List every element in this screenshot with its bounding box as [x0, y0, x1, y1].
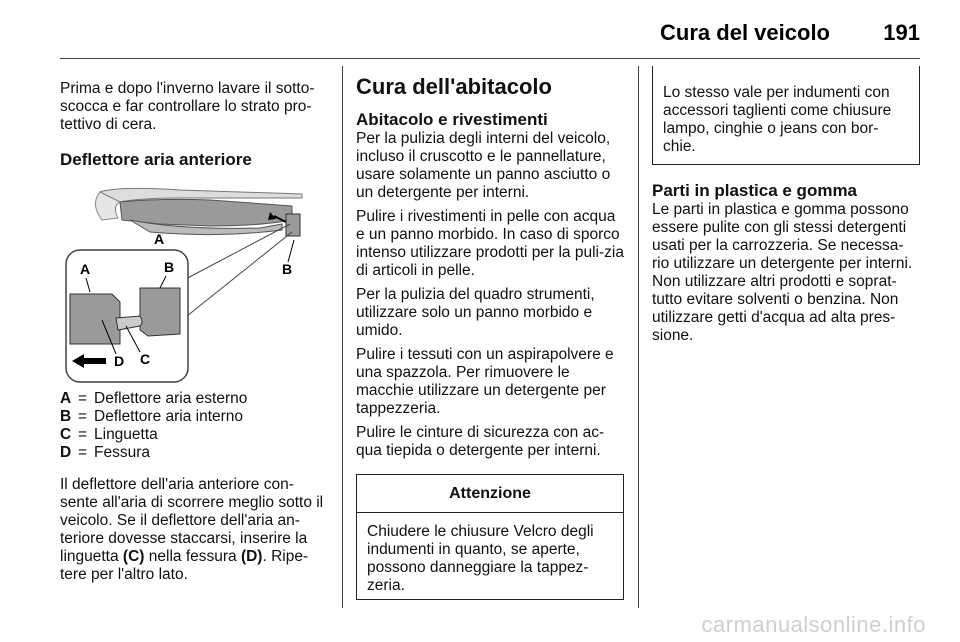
warning-text: Chiudere le chiusure Velcro degli indumenti in quanto, se aperte, possono danneggiare la tappez-zeria. — [367, 523, 594, 594]
legend-row — [60, 426, 330, 444]
column-divider-2 — [638, 66, 639, 608]
legend-equals: = — [78, 390, 88, 407]
header-divider — [60, 58, 920, 59]
deflector-text-part-2: nella fessura — [144, 548, 241, 565]
legend-key: A — [60, 390, 72, 407]
legend-row — [60, 408, 330, 426]
warning-continued-text: Lo stesso vale per indumenti con accessori taglienti come chiusure lampo, cinghie o jeans con bor-chie. — [663, 84, 892, 155]
legend-text: Deflettore aria esterno — [94, 390, 248, 407]
column-2 — [356, 66, 624, 600]
column-1 — [60, 66, 330, 584]
plastic-rubber-heading: Parti in plastica e gomma — [652, 181, 858, 200]
page-number: 191 — [883, 20, 920, 45]
figure-label-b-inset: B — [164, 259, 175, 275]
legend-equals: = — [78, 408, 88, 425]
deflector-text-part-1: Il deflettore dell'aria anteriore con-sente all'aria di scorrere meglio sotto il veicolo. Se il deflettore dell'aria an-teriore dovesse staccarsi, inserire la linguetta — [60, 476, 324, 565]
watermark: carmanualsonline.info — [701, 612, 926, 637]
paragraph: Per la pulizia degli interni del veicolo, incluso il cruscotto e le pannellature, usare solamente un panno asciutto o un detergente per interni. — [356, 130, 611, 201]
legend-equals: = — [78, 444, 88, 461]
column-3 — [652, 66, 920, 345]
reference-d: (D) — [240, 548, 263, 565]
deflector-text-part-3: . Ripe-tere per l'altro lato. — [60, 548, 309, 583]
legend-text: Fessura — [94, 444, 150, 461]
legend-key: C — [60, 426, 72, 443]
legend-equals: = — [78, 426, 88, 443]
deflector-heading: Deflettore aria anteriore — [60, 150, 252, 169]
paragraph: Per la pulizia del quadro strumenti, utilizzare solo un panno morbido e umido. — [356, 286, 595, 339]
figure-legend — [60, 390, 330, 462]
figure-label-d: D — [114, 353, 125, 369]
warning-box — [356, 474, 624, 600]
figure-label-a-inset: A — [80, 261, 91, 277]
intro-paragraph: Prima e dopo l'inverno lavare il sotto-scocca e far controllare lo strato pro-tettivo di cera. — [60, 80, 315, 133]
figure-label-a-upper: A — [154, 231, 165, 247]
warning-box-continued — [652, 66, 920, 165]
reference-c: (C) — [122, 548, 145, 565]
legend-key: B — [60, 408, 72, 425]
section-title: Cura del veicolo — [660, 20, 830, 45]
paragraph: Pulire le cinture di sicurezza con ac-qua tiepida o detergente per interni. — [356, 424, 605, 459]
legend-text: Deflettore aria interno — [94, 408, 244, 425]
interior-upholstery-heading: Abitacolo e rivestimenti — [356, 110, 548, 129]
deflector-illustration — [60, 184, 308, 384]
column-divider-1 — [342, 66, 343, 608]
figure-label-c: C — [140, 351, 151, 367]
warning-title: Attenzione — [357, 475, 623, 513]
figure-label-b-right: B — [282, 261, 293, 277]
legend-row — [60, 390, 330, 408]
paragraph: Pulire i rivestimenti in pelle con acqua e un panno morbido. In caso di sporco intenso utilizzare prodotti per la puli-zia di articoli in pelle. — [356, 208, 624, 279]
deflector-diagram — [60, 184, 308, 384]
deflector-paragraph — [60, 476, 330, 584]
legend-key: D — [60, 444, 72, 461]
plastic-rubber-paragraph: Le parti in plastica e gomma possono essere pulite con gli stessi detergenti usati per la carrozzeria. Se necessa-rio utilizzare un detergente per interni. Non utilizzare altri prodotti e soprat-tutto evitare solventi o benzina. Non utilizzare getti d'acqua ad alta pres-sione. — [652, 201, 913, 344]
legend-text: Linguetta — [94, 426, 158, 443]
interior-care-title: Cura dell'abitacolo — [356, 74, 552, 99]
paragraph: Pulire i tessuti con un aspirapolvere e una spazzola. Per rimuovere le macchie utilizzare un detergente per tappezzeria. — [356, 346, 614, 417]
legend-row — [60, 444, 330, 462]
